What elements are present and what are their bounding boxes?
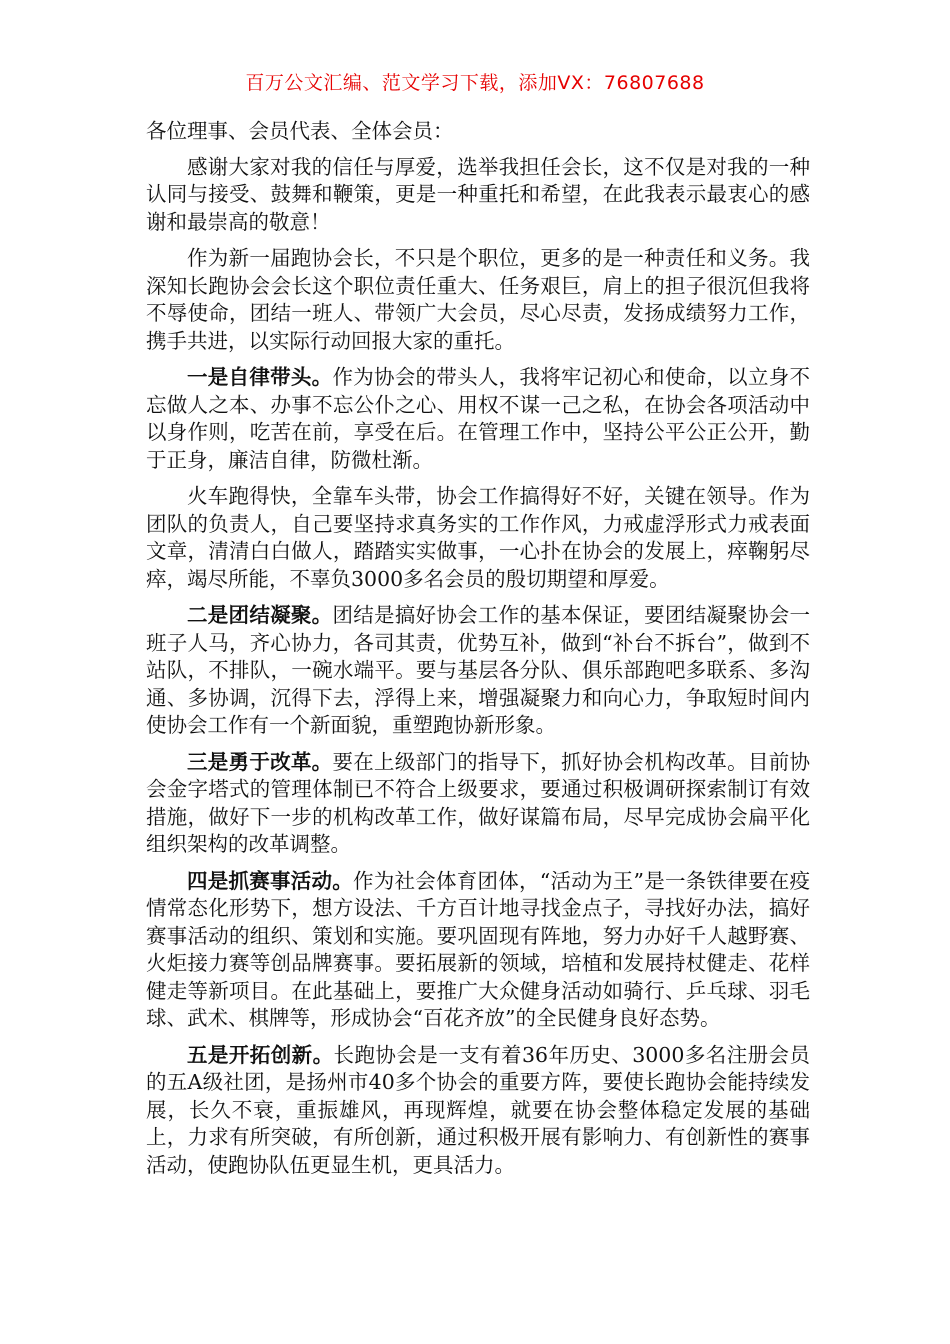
paragraph-lead: 二是团结凝聚。 [187, 603, 333, 627]
paragraph-reform [146, 749, 810, 859]
paragraph-lead: 一是自律带头。 [187, 365, 333, 389]
paragraph-text: 火车跑得快，全靠车头带，协会工作搞得好不好，关键在领导。作为团队的负责人，自己要坚持求真务实的工作作风，力戒虚浮形式力戒表面文章，清清白白做人，踏踏实实做事，一心扑在协会的发展上，瘁鞠躬尽瘁，竭尽所能，不辜负3000多名会员的殷切期望和厚爱。 [146, 484, 810, 591]
paragraph-text: 团结是搞好协会工作的基本保证，要团结凝聚协会一班子人马，齐心协力，各司其责，优势互补，做到“补台不拆台”，做到不站队，不排队，一碗水端平。要与基层各分队、俱乐部跑吧多联系、多沟通、多协调，沉得下去，浮得上来，增强凝聚力和向心力，争取短时间内使协会工作有一个新面貌，重塑跑协新形象。 [146, 603, 811, 737]
salutation: 各位理事、会员代表、全体会员： [146, 119, 454, 143]
paragraph-lead: 五是开拓创新。 [187, 1042, 334, 1067]
paragraph-text: 作为新一届跑协会长，不只是个职位，更多的是一种责任和义务。我深知长跑协会会长这个职位责任重大、任务艰巨，肩上的担子很沉但我将不辱使命，团结一班人、带领广大会员，尽心尽责，发扬成绩努力工作，携手共进，以实际行动回报大家的重托。 [146, 246, 810, 353]
paragraph-text: 长跑协会是一支有着36年历史、3000多名注册会员的五A级社团，是扬州市40多个协会的重要方阵，要使长跑协会能持续发展，长久不衰，重振雄风，再现辉煌，就要在协会整体稳定发展的基础上，力求有所突破，有所创新，通过积极开展有影响力、有创新性的赛事活动，使跑协队伍更显生机，更具活力。 [146, 1042, 810, 1177]
paragraph-leadership [146, 483, 810, 593]
paragraph-lead: 三是勇于改革。 [187, 749, 333, 774]
paragraph-lead: 四是抓赛事活动。 [187, 868, 354, 893]
paragraph-events [146, 868, 810, 1033]
paragraph-text: 感谢大家对我的信任与厚爱，选举我担任会长，这不仅是对我的一种认同与接受、鼓舞和鞭策，更是一种重托和希望，在此我表示最衷心的感谢和最崇高的敬意！ [146, 154, 810, 234]
paragraph-text: 作为协会的带头人，我将牢记初心和使命，以立身不忘做人之本、办事不忘公仆之心、用权不谋一己之私，在协会各项活动中以身作则，吃苦在前，享受在后。在管理工作中，坚持公平公正公开，勤于正身，廉洁自律，防微杜渐。 [146, 365, 811, 472]
paragraph-thanks [146, 154, 810, 237]
document-body [146, 118, 810, 1188]
paragraph-self-discipline [146, 364, 810, 474]
paragraph-text: 作为社会体育团体，“活动为王”是一条铁律要在疫情常态化形势下，想方设法、千方百计地寻找金点子，寻找好办法，搞好赛事活动的组织、策划和实施。要巩固现有阵地，努力办好千人越野赛、火炬接力赛等创品牌赛事。要拓展新的领域，培植和发展持杖健走、花样健走等新项目。在此基础上，要推广大众健身活动如骑行、乒乓球、羽毛球、武术、棋牌等，形成协会“百花齐放”的全民健身良好态势。 [146, 868, 810, 1030]
watermark-header: 百万公文汇编、范文学习下载，添加VX：76807688 [245, 72, 705, 94]
paragraph-responsibility [146, 245, 810, 355]
paragraph-innovation [146, 1042, 810, 1180]
paragraph-unity [146, 602, 810, 740]
paragraph-text: 要在上级部门的指导下，抓好协会机构改革。目前协会金字塔式的管理体制已不符合上级要求，要通过积极调研探索制订有效措施，做好下一步的机构改革工作，做好谋篇布局，尽早完成协会扁平化组织架构的改革调整。 [146, 749, 811, 856]
